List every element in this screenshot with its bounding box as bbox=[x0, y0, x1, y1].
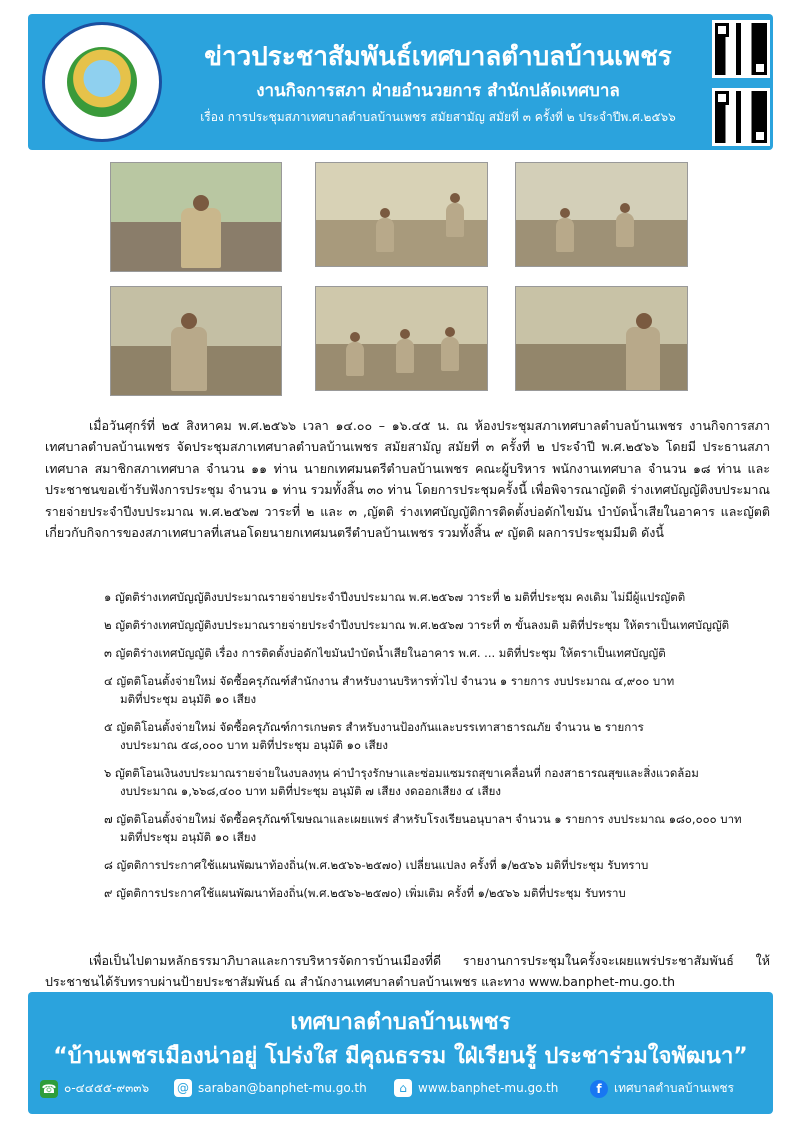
meeting-photo-5 bbox=[315, 286, 488, 391]
email-icon: @ bbox=[174, 1079, 192, 1097]
footer-banner bbox=[28, 992, 773, 1114]
item-text: ๖ ญัตติโอนเงินงบประมาณรายจ่ายในงบลงทุน ค่าบำรุงรักษาและซ่อมแซมรถสุขาเคลื่อนที่ กองสาธารณสุขและสิ่งแวดล้อม bbox=[104, 766, 699, 780]
meeting-photo-3 bbox=[515, 162, 688, 267]
item-result: มติที่ประชุม อนุมัติ ๑๐ เสียง bbox=[120, 830, 257, 844]
item-text: ๒ ญัตติร่างเทศบัญญัติงบประมาณรายจ่ายประจำปีงบประมาณ พ.ศ.๒๕๖๗ วาระที่ ๓ ขั้นลงมติ มติที่ประชุม ให้ตราเป็นเทศบัญญัติ bbox=[104, 618, 730, 632]
item-text: ๙ ญัตติการประกาศใช้แผนพัฒนาท้องถิ่น(พ.ศ.๒๕๖๖-๒๕๗๐) เพิ่มเติม ครั้งที่ ๑/๒๕๖๖ มติที่ประชุม รับทราบ bbox=[104, 886, 626, 900]
contact-website[interactable] bbox=[394, 1079, 558, 1097]
contact-email[interactable] bbox=[174, 1079, 367, 1097]
list-item bbox=[104, 884, 764, 902]
list-item bbox=[104, 718, 764, 754]
list-item bbox=[104, 856, 764, 874]
website-text: www.banphet-mu.go.th bbox=[418, 1081, 559, 1095]
photo-gallery bbox=[110, 162, 690, 397]
page-title: ข่าวประชาสัมพันธ์เทศบาลตำบลบ้านเพชร bbox=[204, 42, 672, 72]
item-text: ๔ ญัตติโอนตั้งจ่ายใหม่ จัดซื้อครุภัณฑ์สำนักงาน สำหรับงานบริหารทั่วไป จำนวน ๑ รายการ งบประมาณ ๔,๙๐๐ บาท bbox=[104, 674, 675, 688]
outro-paragraph: เพื่อเป็นไปตามหลักธรรมาภิบาลและการบริหารจัดการบ้านเมืองที่ดี รายงานการประชุมในครั้งจะเผยแพร่ประชาสัมพันธ์ ให้ประชาชนได้รับทราบผ่านป้ายประชาสัมพันธ์ ณ สำนักงานเทศบาลตำบลบ้านเพชร และทาง www.banphet-mu.go.th bbox=[45, 952, 770, 989]
list-item bbox=[104, 588, 764, 606]
footer-title: เทศบาลตำบลบ้านเพชร bbox=[290, 1010, 511, 1035]
facebook-text: เทศบาลตำบลบ้านเพชร bbox=[614, 1081, 734, 1095]
meeting-photo-4 bbox=[110, 286, 282, 396]
intro-paragraph: เมื่อวันศุกร์ที่ ๒๕ สิงหาคม พ.ศ.๒๕๖๖ เวลา ๑๔.๐๐ – ๑๖.๔๕ น. ณ ห้องประชุมสภาเทศบาลตำบลบ้านเพชร งานกิจการสภาเทศบาลตำบลบ้านเพชร จัดประชุมสภาเทศบาลตำบลบ้านเพชร สมัยสามัญ สมัยที่ ๓ ครั้งที่ ๒ ประจำปี พ.ศ.๒๕๖๖ โดยมี ประธานสภาเทศบาล สมาชิกสภาเทศบาล จำนวน ๑๑ ท่าน นายกเทศมนตรีตำบลบ้านเพชร คณะผู้บริหาร พนักงานเทศบาล จำนวน ๑๘ ท่าน และประชาชนขอเข้ารับฟังการประชุม จำนวน ๑ ท่าน รวมทั้งสิ้น ๓๐ ท่าน โดยการประชุมครั้งนี้ เพื่อพิจารณาญัตติ ร่างเทศบัญญัติงบประมาณรายจ่ายประจำปีงบประมาณ พ.ศ.๒๕๖๗ วาระที่ ๒ และ ๓ ,ญัตติ ร่างเทศบัญญัติการติดตั้งบ่อดักไขมัน บำบัดน้ำเสียในอาคาร และญัตติเกี่ยวกับกิจการของสภาเทศบาลที่เสนอโดยนายกเทศมนตรีตำบลบ้านเพชร รวมทั้งสิ้น ๙ ญัตติ ผลการประชุมมีมติ ดังนี้ bbox=[45, 417, 770, 540]
facebook-icon: f bbox=[590, 1080, 608, 1098]
municipality-logo bbox=[42, 22, 162, 142]
item-text: ๑ ญัตติร่างเทศบัญญัติงบประมาณรายจ่ายประจำปีงบประมาณ พ.ศ.๒๕๖๗ วาระที่ ๒ มติที่ประชุม คงเดิม ไม่มีผู้แปรญัตติ bbox=[104, 590, 686, 604]
item-text: ๘ ญัตติการประกาศใช้แผนพัฒนาท้องถิ่น(พ.ศ.๒๕๖๖-๒๕๗๐) เปลี่ยนแปลง ครั้งที่ ๑/๒๕๖๖ มติที่ประชุม รับทราบ bbox=[104, 858, 649, 872]
item-result: งบประมาณ ๕๘,๐๐๐ บาท มติที่ประชุม อนุมัติ ๑๐ เสียง bbox=[120, 738, 388, 752]
item-result: งบประมาณ ๑,๖๖๘,๔๐๐ บาท มติที่ประชุม อนุมัติ ๗ เสียง งดออกเสียง ๔ เสียง bbox=[120, 784, 501, 798]
item-text: ๕ ญัตติโอนตั้งจ่ายใหม่ จัดซื้อครุภัณฑ์การเกษตร สำหรับงานป้องกันและบรรเทาสาธารณภัย จำนวน ๒ รายการ bbox=[104, 720, 644, 734]
meeting-photo-1 bbox=[110, 162, 282, 272]
list-item bbox=[104, 764, 764, 800]
phone-icon: ☎ bbox=[41, 1081, 57, 1096]
phone-text: ๐-๔๔๕๕-๙๓๓๖ bbox=[64, 1081, 150, 1095]
email-text: saraban@banphet-mu.go.th bbox=[198, 1081, 367, 1095]
web-icon: ⌂ bbox=[394, 1079, 412, 1097]
list-item bbox=[104, 644, 764, 662]
qr-code-icon[interactable] bbox=[712, 20, 770, 78]
page-topic: เรื่อง การประชุมสภาเทศบาลตำบลบ้านเพชร สมัยสามัญ สมัยที่ ๓ ครั้งที่ ๒ ประจำปีพ.ศ.๒๕๖๖ bbox=[200, 110, 676, 124]
contact-phone[interactable] bbox=[40, 1079, 149, 1098]
list-item bbox=[104, 672, 764, 708]
logo-emblem bbox=[67, 47, 137, 117]
meeting-photo-6 bbox=[515, 286, 688, 391]
list-item bbox=[104, 810, 764, 846]
item-result: มติที่ประชุม อนุมัติ ๑๐ เสียง bbox=[120, 692, 257, 706]
contact-facebook[interactable] bbox=[590, 1079, 734, 1098]
item-text: ๓ ญัตติร่างเทศบัญญัติ เรื่อง การติดตั้งบ่อดักไขมันบำบัดน้ำเสียในอาคาร พ.ศ. ... มติที่ประชุม ให้ตราเป็นเทศบัญญัติ bbox=[104, 646, 666, 660]
item-text: ๗ ญัตติโอนตั้งจ่ายใหม่ จัดซื้อครุภัณฑ์โฆษณาและเผยแพร่ สำหรับโรงเรียนอนุบาลฯ จำนวน ๑ รายการ งบประมาณ ๑๘๐,๐๐๐ บาท bbox=[104, 812, 742, 826]
page-subtitle: งานกิจการสภา ฝ่ายอำนวยการ สำนักปลัดเทศบาล bbox=[256, 81, 620, 101]
meeting-photo-2 bbox=[315, 162, 488, 267]
header-banner bbox=[28, 14, 773, 150]
qr-code-facebook-icon[interactable] bbox=[712, 88, 770, 146]
list-item bbox=[104, 616, 764, 634]
footer-slogan: “บ้านเพชรเมืองน่าอยู่ โปร่งใส มีคุณธรรม ใฝ่เรียนรู้ ประชาร่วมใจพัฒนา” bbox=[53, 1044, 748, 1069]
resolution-list bbox=[104, 588, 764, 902]
